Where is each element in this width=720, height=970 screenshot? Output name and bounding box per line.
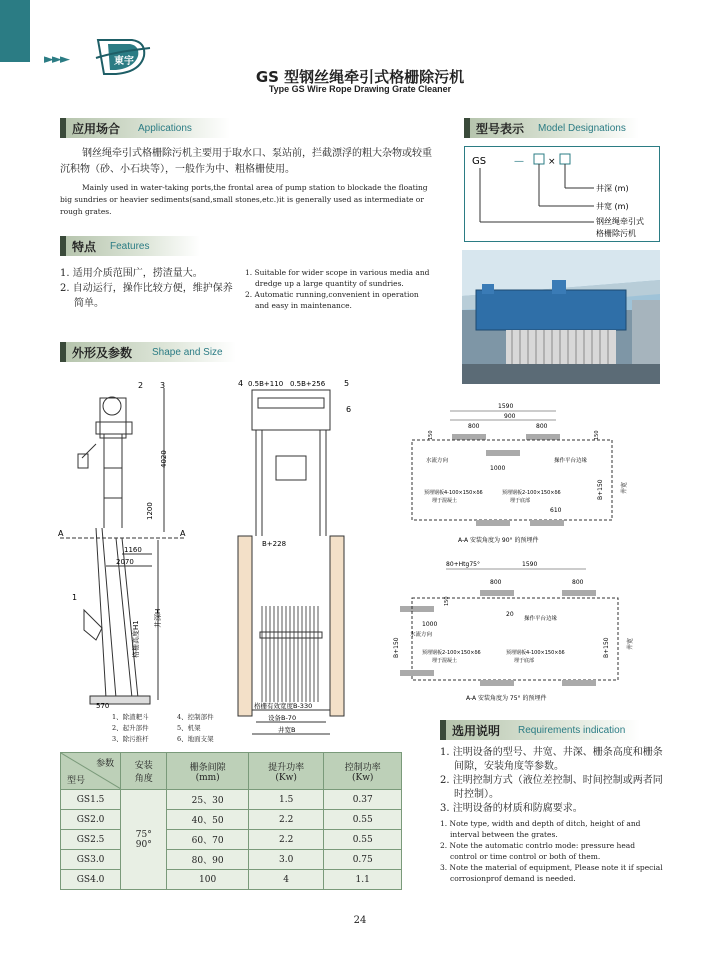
table-row: GS1.5 75° 90° 25、30 1.5 0.37 <box>61 790 402 810</box>
plan75-platform-edge: 操作平台边缘 <box>524 616 558 622</box>
shape-heading-en: Shape and Size <box>152 347 223 358</box>
model-heading <box>464 118 639 138</box>
applications-text-zh: 钢丝绳牵引式格栅除污机主要用于取水口、泵站前，拦截漂浮的粗大杂物或较重沉积物（砂、小石块等），一般作为中、粗格栅使用。 <box>60 148 432 175</box>
plan90-embed-right: 预埋钢板2-100×150×δ6 <box>502 490 561 496</box>
plan75-embed-left: 预埋钢板2-100×150×δ6 <box>422 650 481 656</box>
model-designation-diagram <box>464 146 660 242</box>
legend-item: 5、机架 <box>177 724 201 732</box>
plan90-b150: B+150 <box>597 479 604 500</box>
callout-5: 5 <box>344 379 350 388</box>
dim-well-width: 井宽B <box>278 726 296 734</box>
dim-top-right: 0.5B+256 <box>290 380 326 388</box>
features-list-en <box>245 267 435 311</box>
page-subtitle: Type GS Wire Rope Drawing Grate Cleaner <box>268 84 452 94</box>
features-list-zh <box>60 266 235 311</box>
model-prefix: GS <box>472 156 487 167</box>
plan90-caption: A-A 安装角度为 90° 的预埋件 <box>458 537 539 544</box>
arrow-decoration: ►►► <box>44 52 68 67</box>
plan75-caption: A-A 安装角度为 75° 的预埋件 <box>466 695 547 702</box>
feature-item-zh-2: 2. 自动运行，操作比较方便，维护保养简单。 <box>60 283 233 309</box>
plan75-d1000: 1000 <box>422 621 438 628</box>
requirements-heading <box>440 720 640 740</box>
component-legend <box>112 712 242 745</box>
requirements-list-en <box>440 818 664 884</box>
model-heading-zh: 型号表示 <box>476 122 525 136</box>
plan90-d800-right: 800 <box>536 423 548 430</box>
table-row: GS4.0 100 4 1.1 <box>61 870 402 890</box>
features-heading-zh: 特点 <box>72 240 97 254</box>
plan75-d-top: 80+Htg75° <box>446 561 480 568</box>
plan90-d1590: 1590 <box>498 403 514 410</box>
equipment-photo <box>462 250 660 384</box>
requirements-heading-zh: 选用说明 <box>452 724 501 738</box>
dim-equip-width: 设备B-70 <box>268 714 297 722</box>
requirements-list-zh <box>440 746 664 816</box>
table-angle-cell: 75° 90° <box>121 790 167 890</box>
plan75-d20: 20 <box>506 611 514 618</box>
plan75-b150-right: B+150 <box>603 637 610 658</box>
plan90-d800-left: 800 <box>468 423 480 430</box>
dim-effective-width: 格栅有效宽度B-330 <box>254 702 313 710</box>
dim-570: 570 <box>96 702 110 708</box>
table-header-param: 参数 <box>96 759 115 769</box>
plan75-d800-left: 800 <box>490 579 502 586</box>
plan90-platform-edge: 操作平台边缘 <box>554 458 588 464</box>
applications-heading-en: Applications <box>138 123 192 134</box>
plan90-water-direction: 水流方向 <box>426 458 449 464</box>
legend-item: 2、起升部件 <box>112 724 149 732</box>
applications-heading-zh: 应用场合 <box>72 122 121 136</box>
model-dash: — <box>514 156 524 167</box>
dim-4020: 4020 <box>160 450 168 468</box>
shape-heading-zh: 外形及参数 <box>72 346 133 360</box>
applications-text-en: Mainly used in water-taking ports,the frontal area of pump station to blockade the floating big sundries or heavier sediments(sand,small stones,etc.)it is generally used as intermediate or rough grates. <box>60 183 428 216</box>
plan90-d610: 610 <box>550 507 562 514</box>
plan75-d800-right: 800 <box>572 579 584 586</box>
table-header-gap: 栅条间隙 (mm) <box>167 753 248 790</box>
front-view-drawing <box>232 376 362 744</box>
callout-2: 2 <box>138 381 144 390</box>
features-heading <box>60 236 200 256</box>
callout-4: 4 <box>238 379 244 388</box>
applications-heading <box>60 118 230 138</box>
requirement-item-zh-1: 1. 注明设备的型号、井宽、井深、栅条高度和栅条间隙，安装角度等参数。 <box>440 747 663 772</box>
plan90-d150-left: 150 <box>428 430 434 440</box>
dim-1160: 1160 <box>124 546 142 554</box>
plan75-water-direction: 水流方向 <box>410 632 433 638</box>
legend-item: 3、除污推杆 <box>112 735 149 743</box>
dim-2070: 2070 <box>116 558 134 566</box>
plan75-b150-left: B+150 <box>393 637 400 658</box>
legend-item: 1、除渣耙斗 <box>112 713 149 721</box>
features-heading-en: Features <box>110 241 150 252</box>
dim-1200: 1200 <box>146 502 154 520</box>
plan75-embed-right: 预埋钢板4-100×150×δ6 <box>506 650 565 656</box>
plan75-d150: 150 <box>444 596 450 606</box>
table-header-control-power: 控制功率 (Kw) <box>324 753 402 790</box>
plan-view-75 <box>386 558 656 706</box>
requirement-item-en-1: 1. Note type, width and depth of ditch, height of and interval between the grates. <box>440 819 641 839</box>
table-header-lift-power: 提升功率 (Kw) <box>248 753 324 790</box>
legend-item: 4、控制部件 <box>177 713 214 721</box>
model-name-1: 钢丝绳牵引式 <box>596 217 644 226</box>
side-view-drawing <box>56 378 206 708</box>
plan75-wellwidth: 井宽 <box>627 637 634 650</box>
table-row: GS3.0 80、90 3.0 0.75 <box>61 850 402 870</box>
plan75-embed-left-2: 埋于混凝土 <box>432 658 458 664</box>
model-times: × <box>548 157 556 167</box>
feature-item-en-1: 1. Suitable for wider scope in various media and dredge up a large quantity of sundries. <box>245 268 430 288</box>
requirement-item-en-2: 2. Note the automatic contrlo mode: pressure head control or time control or both of them. <box>440 841 636 861</box>
table-row: GS2.5 60、70 2.2 0.55 <box>61 830 402 850</box>
table-header-model: 型号 <box>67 776 86 786</box>
feature-item-en-2: 2. Automatic running,convenient in operation and easy in maintenance. <box>245 290 419 310</box>
feature-item-zh-1: 1. 适用介质范围广，捞渣量大。 <box>60 268 203 279</box>
page-number: 24 <box>353 915 367 926</box>
corner-block <box>0 0 30 62</box>
legend-item: 6、地面支架 <box>177 735 214 743</box>
requirement-item-zh-2: 2. 注明控制方式（液位差控制、时间控制或两者同时控制）。 <box>440 775 663 800</box>
plan90-d150-right: 150 <box>594 430 600 440</box>
logo-text: 東宇 <box>114 56 134 67</box>
a-marker-left: A <box>58 529 64 538</box>
table-header-param-model <box>61 753 121 790</box>
table-header-angle: 安装 角度 <box>121 753 167 790</box>
plan90-embed-left-2: 埋于混凝土 <box>432 498 458 504</box>
dim-grate-height: 格栅高度H1 <box>132 620 140 658</box>
shape-heading <box>60 342 236 362</box>
requirements-heading-en: Requirements indication <box>518 725 626 736</box>
a-marker-right: A <box>180 529 186 538</box>
dim-shaft-depth: 井深H <box>154 608 162 628</box>
callout-3: 3 <box>160 381 166 390</box>
model-name-2: 格栅除污机 <box>596 229 636 238</box>
page-title: GS 型钢丝绳牵引式格栅除污机 <box>255 68 465 86</box>
table-row: GS2.0 40、50 2.2 0.55 <box>61 810 402 830</box>
plan90-embed-right-2: 埋于底部 <box>510 498 531 504</box>
plan-view-90 <box>386 400 656 550</box>
plan90-d1000: 1000 <box>490 465 506 472</box>
dim-b228: B+228 <box>262 540 287 548</box>
plan75-embed-right-2: 埋于底部 <box>514 658 535 664</box>
plan90-wellwidth: 井宽 <box>621 481 628 494</box>
model-depth: 井深 (m) <box>596 184 629 193</box>
callout-6: 6 <box>346 405 352 414</box>
requirement-item-zh-3: 3. 注明设备的材质和防腐要求。 <box>440 803 583 814</box>
model-heading-en: Model Designations <box>538 123 626 134</box>
plan90-d900: 900 <box>504 413 516 420</box>
callout-1: 1 <box>72 593 78 602</box>
plan90-embed-left: 预埋钢板4-100×150×δ6 <box>424 490 483 496</box>
plan75-d1590: 1590 <box>522 561 538 568</box>
dim-top-left: 0.5B+110 <box>248 380 284 388</box>
model-width: 井宽 (m) <box>596 202 629 211</box>
spec-table <box>60 752 402 890</box>
requirement-item-en-3: 3. Note the material of equipment, Please note it if special corrosionprof demand is needed. <box>440 863 663 883</box>
